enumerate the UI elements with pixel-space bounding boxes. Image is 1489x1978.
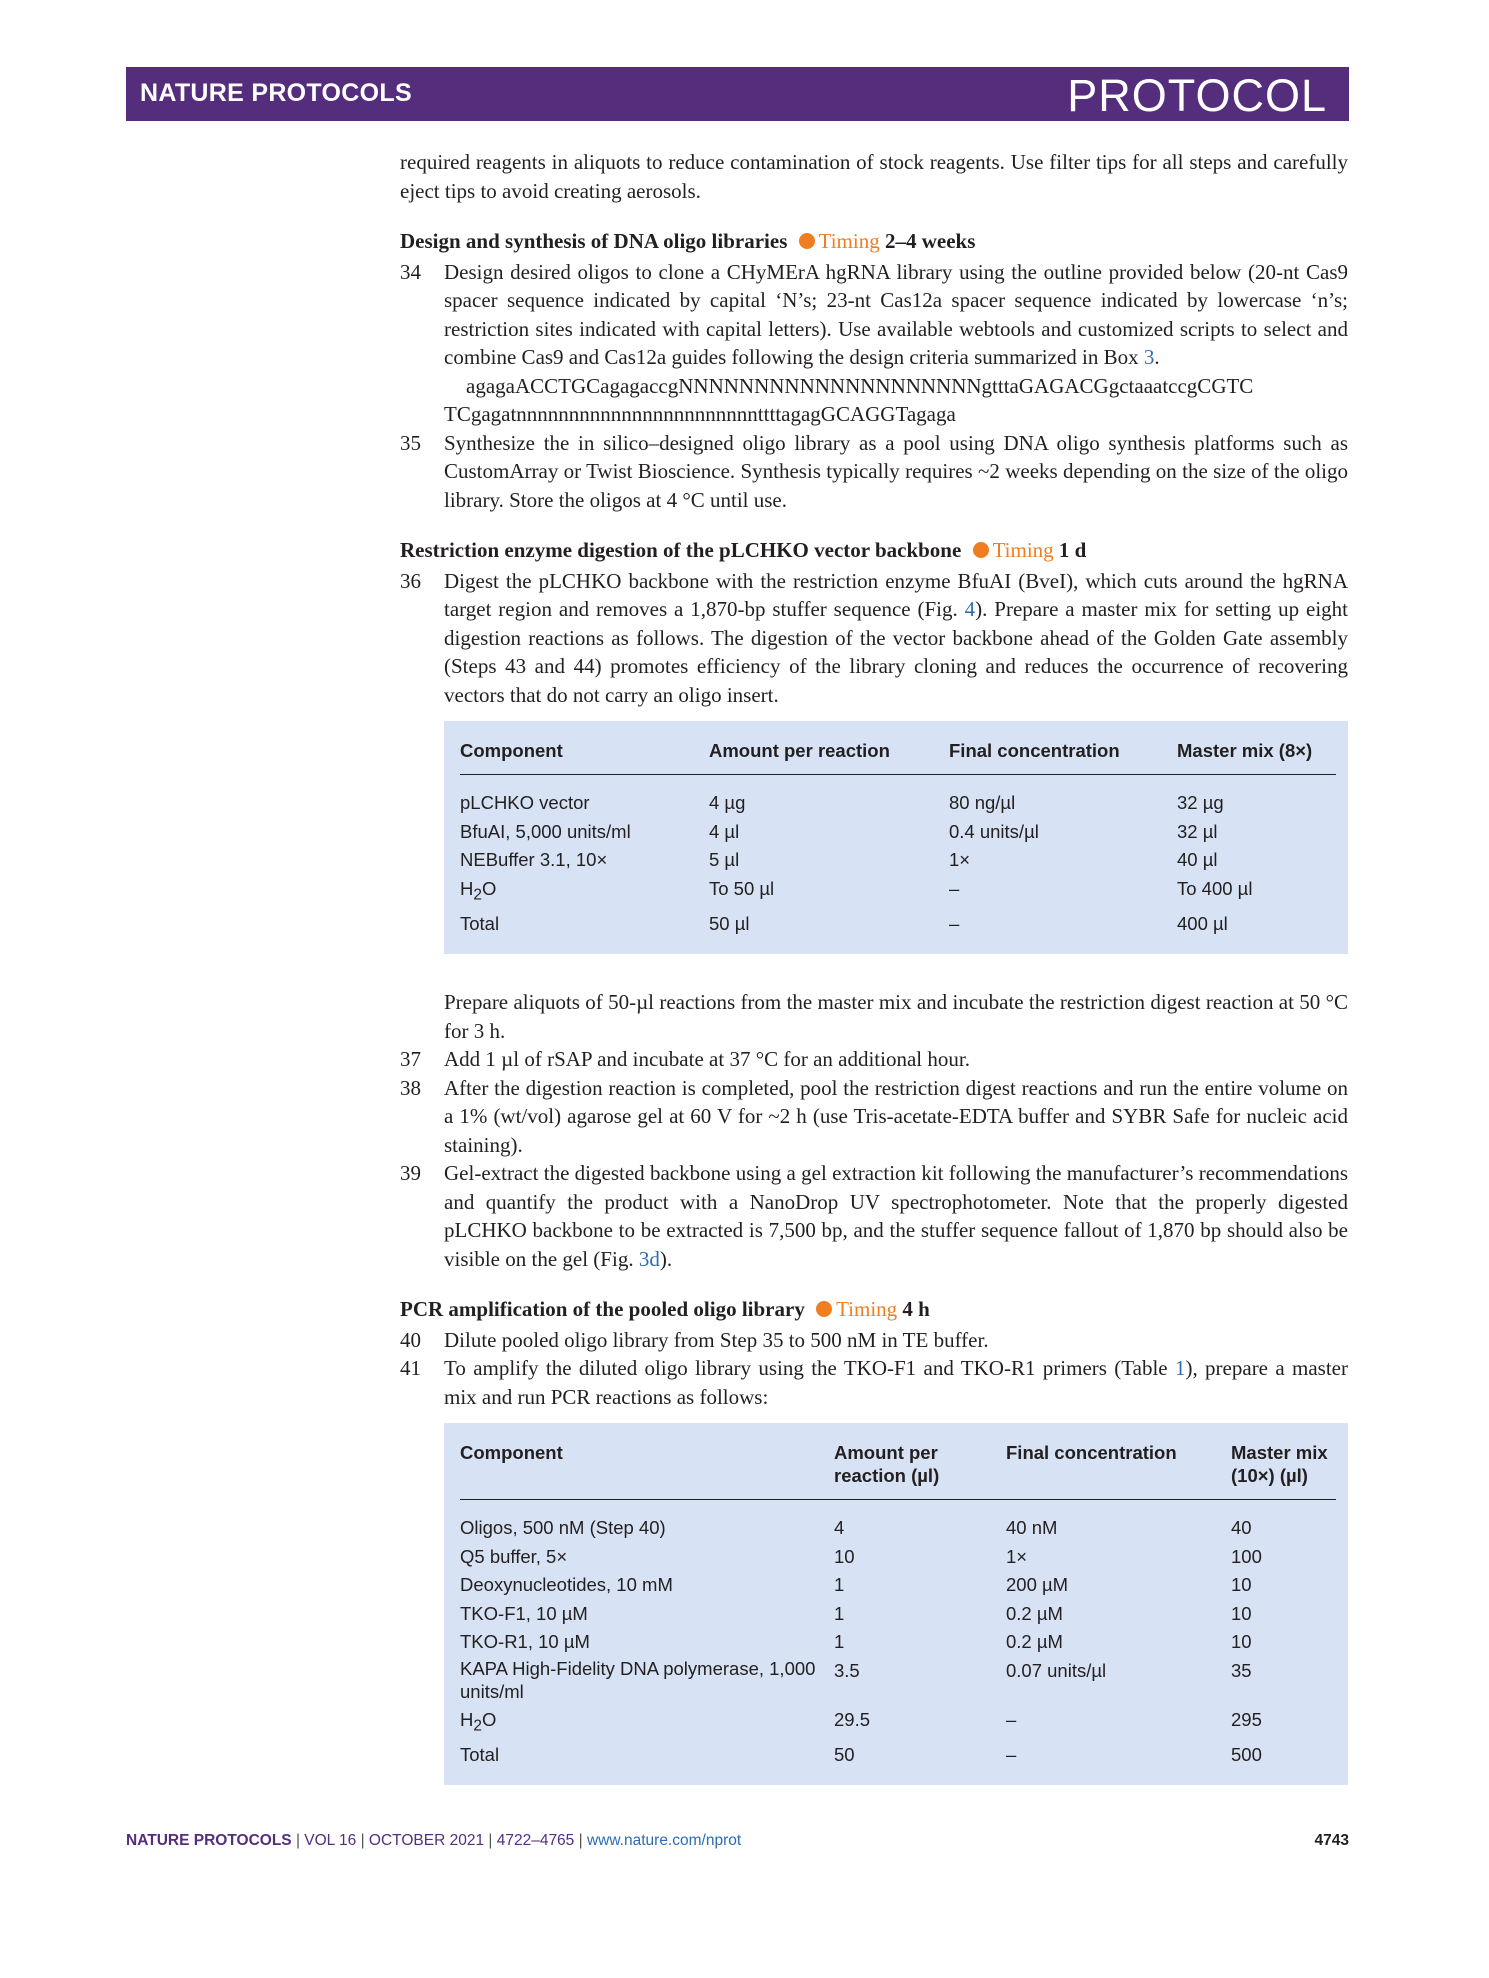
table-cell: 40 nM [1006, 1517, 1058, 1539]
table-cell: To 50 µl [709, 877, 775, 899]
table-cell: 10 [1231, 1631, 1252, 1653]
step-number: 34 [400, 259, 421, 284]
timing-label: Timing [992, 538, 1054, 562]
timing-label: Timing [818, 229, 880, 253]
table-cell: 40 µl [1177, 849, 1218, 870]
step-text: Design desired oligos to clone a CHyMErA hgRNA library using the outline provided below (20-nt Cas9 spacer sequence indicated by capital ‘N’s; 23-nt Cas12a spacer sequence indicated by lowercase ‘n’s; restriction sites indicated with capital letters). Use available webtools and customized scripts to select and combine Cas9 and Cas12a guides following the design criteria summarized in Box [444, 259, 1348, 369]
column-header: Amount per reaction (µl) [834, 1437, 1006, 1500]
table-row [460, 846, 1336, 875]
timing-value: 1 d [1058, 538, 1087, 562]
table-cell: 1 [834, 1574, 845, 1596]
page-number: 4743 [1314, 1832, 1349, 1849]
table-cell: 0.2 µM [1006, 1602, 1063, 1624]
table-cell: 5 µl [709, 849, 740, 870]
step-number: 35 [400, 430, 421, 455]
table-cell: 3.5 [834, 1659, 860, 1681]
step-text: After the digestion reaction is completed, pool the restriction digest reactions and run the entire volume on a 1% (wt/vol) agarose gel at 60 V for ~2 h (use Tris-acetate-EDTA buffer and SYBR Safe for nucleic acid staining). [444, 1075, 1348, 1157]
table-cell: 100 [1231, 1545, 1262, 1567]
page-footer: NATURE PROTOCOLS | VOL 16 | OCTOBER 2021 | 4722–4765 | www.nature.com/nprot 4743 [126, 1832, 1349, 1849]
table-cell: Total [460, 912, 500, 934]
table-row [460, 1500, 1336, 1543]
step-text: Dilute pooled oligo library from Step 35 to 500 nM in TE buffer. [444, 1327, 989, 1352]
table-cell: 500 [1231, 1743, 1262, 1765]
article-type: PROTOCOL [1067, 70, 1327, 121]
journal-name: NATURE PROTOCOLS [140, 79, 412, 107]
table-cell: 1 [834, 1631, 845, 1653]
table-row [460, 875, 1336, 910]
footer-journal: NATURE PROTOCOLS [126, 1832, 292, 1849]
section-heading-restriction-digest [400, 536, 1348, 565]
table-cell: 4 [834, 1517, 845, 1539]
journal-header-bar [126, 67, 1349, 121]
pcr-master-mix-table [444, 1423, 1348, 1785]
column-header: Master mix (10×) (µl) [1231, 1437, 1336, 1500]
step-40 [400, 1326, 1348, 1355]
table-header-row [460, 735, 1336, 775]
table-row [460, 1741, 1336, 1770]
step-number: 39 [400, 1161, 421, 1186]
column-header: Amount per reaction [709, 735, 949, 775]
table-cell: pLCHKO vector [460, 792, 590, 813]
table-cell: 29.5 [834, 1708, 871, 1730]
column-header: Component [460, 1437, 834, 1500]
step-number: 40 [400, 1327, 421, 1352]
step-36 [400, 567, 1348, 710]
step-number: 41 [400, 1356, 421, 1381]
table-row [460, 1657, 1336, 1706]
box-link[interactable]: 3 [1143, 345, 1155, 369]
table-cell: 32 µl [1177, 820, 1218, 842]
table-cell: Oligos, 500 nM (Step 40) [460, 1517, 666, 1539]
step-text: Add 1 µl of rSAP and incubate at 37 °C for an additional hour. [444, 1047, 970, 1072]
step-34: 34 Design desired oligos to clone a CHyMErA hgRNA library using the outline provided below (20-nt Cas9 spacer sequence indicated by capital ‘N’s; 23-nt Cas12a spacer sequence indicated by lowercase ‘n’s; restriction sites indicated with capital letters). Use available webtools and customized scripts to select and combine Cas9 and Cas12a guides following the design criteria summarized in Box 3. [400, 259, 1348, 369]
figure-link[interactable]: 4 [964, 597, 976, 621]
timing-icon [973, 542, 989, 558]
footer-pages: 4722–4765 [496, 1832, 575, 1849]
table-cell-water: $H_2O$ [460, 1708, 497, 1735]
table-cell: – [1006, 1743, 1017, 1765]
post-table-paragraph: Prepare aliquots of 50-µl reactions from the master mix and incubate the restriction digest reaction at 50 °C for 3 h. [444, 990, 1348, 1043]
table-cell: 4 µg [709, 792, 746, 813]
main-content [400, 148, 1348, 1785]
table-cell: 0.4 units/µl [949, 820, 1039, 842]
column-header: Master mix (8×) [1177, 735, 1336, 775]
table-cell: 40 [1231, 1517, 1252, 1539]
section-title: Restriction enzyme digestion of the pLCHKO vector backbone [400, 538, 962, 562]
footer-url-link[interactable]: www.nature.com/nprot [586, 1832, 742, 1849]
table-row [460, 1628, 1336, 1657]
table-row [460, 910, 1336, 939]
timing-icon [799, 233, 815, 249]
table-cell: – [949, 912, 960, 934]
column-header: Final concentration [949, 735, 1177, 775]
table-cell: 35 [1231, 1659, 1252, 1681]
table-cell: 1 [834, 1602, 845, 1624]
step-number: 37 [400, 1047, 421, 1072]
footer-date: OCTOBER 2021 [368, 1832, 485, 1849]
table-cell: TKO-F1, 10 µM [460, 1602, 588, 1624]
figure-link[interactable]: 3d [638, 1246, 660, 1271]
table-link[interactable]: 1 [1174, 1356, 1186, 1381]
table-cell: Total [460, 1743, 500, 1765]
step-39 [400, 1159, 1348, 1273]
table-cell: – [1006, 1708, 1017, 1730]
step-number: 38 [400, 1075, 421, 1100]
table-cell: To 400 µl [1177, 877, 1253, 899]
step-text-continued: ). Prepare a master mix for setting up eight digestion reactions as follows. The digestion of the vector backbone ahead of the Golden Gate assembly (Steps 43 and 44) promotes efficiency of the library cloning and reduces the occurrence of recovering vectors that do not carry an oligo insert. [444, 597, 1349, 707]
intro-paragraph: required reagents in aliquots to reduce contamination of stock reagents. Use filter tips for all steps and carefully eject tips to avoid creating aerosols. [400, 150, 1348, 203]
table-cell: 0.07 units/µl [1006, 1659, 1107, 1681]
column-header: Component [460, 735, 709, 775]
table-cell: 1× [1006, 1545, 1028, 1567]
table-cell: 1× [949, 849, 971, 870]
timing-icon [816, 1301, 832, 1317]
timing-label: Timing [836, 1297, 898, 1322]
step-text-continued: ). [659, 1246, 673, 1271]
step-text: Synthesize the in silico–designed oligo library as a pool using DNA oligo synthesis platforms such as CustomArray or Twist Bioscience. Synthesis typically requires ~2 weeks depending on the size of the oligo library. Store the oligos at 4 °C until use. [444, 430, 1348, 512]
table-cell: 50 [834, 1743, 855, 1765]
section-heading-pcr-amplification [400, 1295, 1348, 1324]
digestion-master-mix-table [444, 721, 1348, 954]
table-cell: 10 [1231, 1602, 1252, 1624]
table-cell: 50 µl [709, 912, 750, 934]
table-cell: Deoxynucleotides, 10 mM [460, 1574, 673, 1596]
section-heading-oligo-design [400, 227, 1348, 256]
step-number: 36 [400, 568, 421, 593]
section-title: Design and synthesis of DNA oligo libraries [400, 229, 788, 253]
oligo-sequence-line-1: agagaACCTGCagagaccgNNNNNNNNNNNNNNNNNNNNgtttaGAGACGgctaaatccgCGTC [466, 373, 1254, 398]
table-row [460, 1543, 1336, 1572]
timing-value: 4 h [902, 1297, 930, 1322]
oligo-sequence-line-2: TCgagatnnnnnnnnnnnnnnnnnnnnnnnttttagagGCAGGTagaga [444, 402, 956, 426]
table-cell: Q5 buffer, 5× [460, 1545, 568, 1567]
column-header: Final concentration [1006, 1437, 1231, 1500]
table-cell: 10 [834, 1545, 855, 1567]
step-text-continued: ), prepare a master mix and run PCR reactions as follows: [444, 1356, 1348, 1409]
table-cell: NEBuffer 3.1, 10× [460, 849, 608, 870]
table-cell: 295 [1231, 1708, 1262, 1730]
step-41 [400, 1354, 1348, 1411]
table-cell: – [949, 877, 960, 899]
timing-value: 2–4 weeks [884, 229, 976, 253]
table-cell: 0.2 µM [1006, 1631, 1063, 1653]
table-cell: TKO-R1, 10 µM [460, 1631, 590, 1653]
step-38 [400, 1074, 1348, 1160]
table-cell: KAPA High-Fidelity DNA polymerase, 1,000 units/ml [460, 1657, 816, 1702]
table-row [460, 1600, 1336, 1629]
step-text: To amplify the diluted oligo library using the TKO-F1 and TKO-R1 primers (Table [444, 1356, 1168, 1381]
section-title: PCR amplification of the pooled oligo library [400, 1297, 805, 1322]
table-cell: 10 [1231, 1574, 1252, 1596]
table-cell: 4 µl [709, 820, 740, 842]
table-cell: 80 ng/µl [949, 792, 1016, 813]
table-cell: BfuAI, 5,000 units/ml [460, 820, 631, 842]
table-row [460, 1706, 1336, 1741]
step-37 [400, 1045, 1348, 1074]
step-text: Gel-extract the digested backbone using a gel extraction kit following the manufacturer’s recommendations and quantify the product with a NanoDrop UV spectrophotometer. Note that the properly digested pLCHKO backbone to be extracted is 7,500 bp, and the stuffer sequence fallout of 1,870 bp should also be visible on the gel (Fig. [444, 1161, 1348, 1271]
footer-volume: VOL 16 [304, 1832, 357, 1849]
table-cell-water: $H_2O$ [460, 877, 497, 904]
table-cell: 400 µl [1177, 912, 1228, 934]
table-cell: 32 µg [1177, 792, 1224, 813]
step-35 [400, 429, 1348, 515]
step-text: Digest the pLCHKO backbone with the restriction enzyme BfuAI (BveI), which cuts around the hgRNA target region and removes a 1,870-bp stuffer sequence (Fig. [444, 568, 1348, 621]
table-row [460, 818, 1336, 847]
table-cell: 200 µM [1006, 1574, 1069, 1596]
table-row [460, 1571, 1336, 1600]
table-header-row [460, 1437, 1336, 1500]
table-row [460, 775, 1336, 818]
